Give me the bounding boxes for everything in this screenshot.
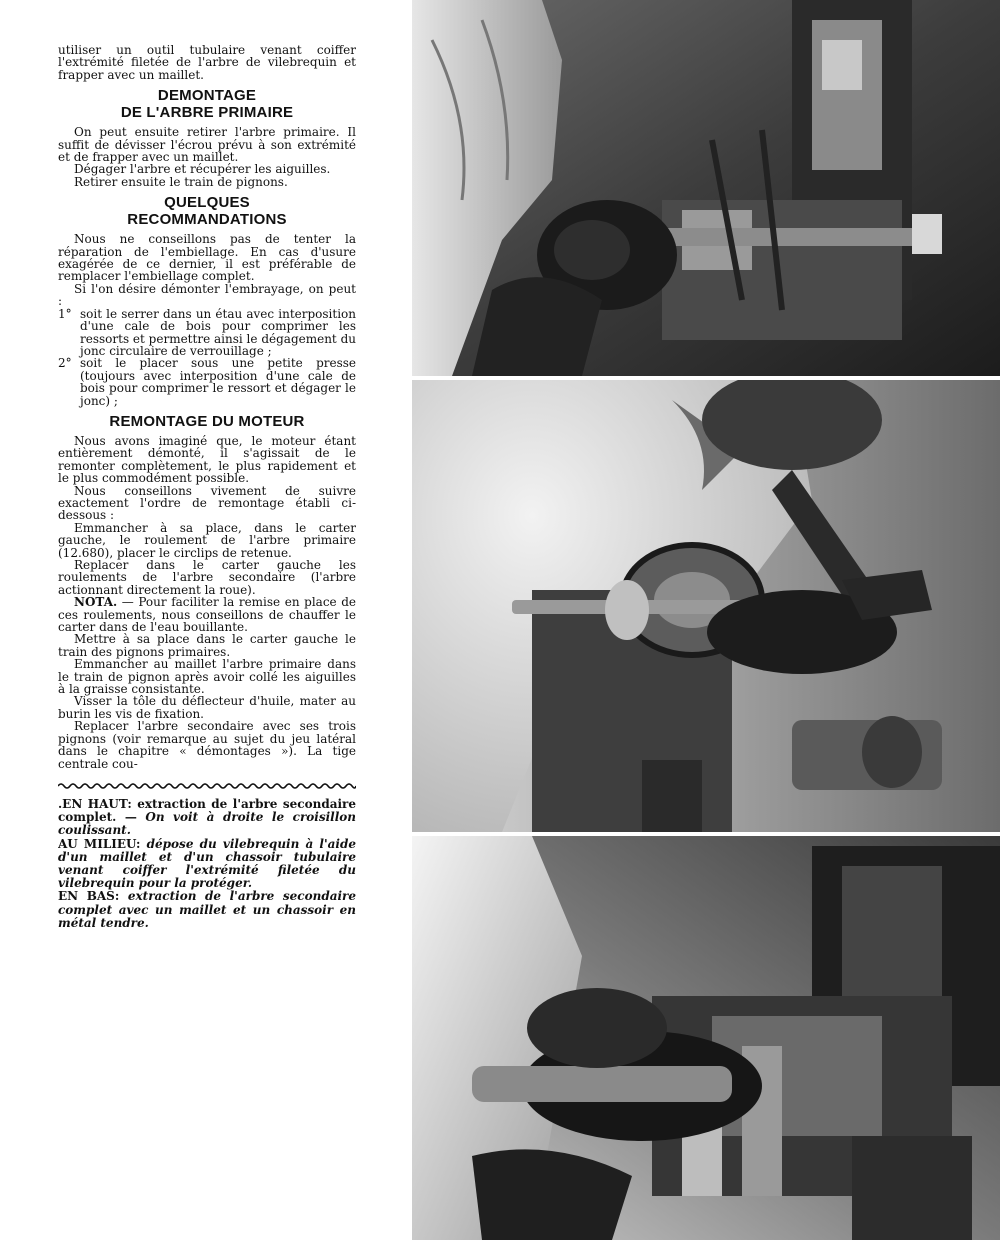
numbered-list — [58, 308, 356, 407]
paragraph: Retirer ensuite le train de pignons. — [74, 174, 288, 189]
section-title-line: QUELQUES — [164, 194, 250, 212]
paragraph: Nous avons imaginé que, le moteur étant entièrement démonté, il s'agissait de le remonter complètement, le plus rapidement et le plus commodément possible. — [58, 433, 356, 486]
caption-top — [58, 798, 356, 838]
caption-middle — [58, 838, 356, 891]
paragraph: Replacer dans le carter gauche les roulements de l'arbre secondaire (l'arbre actionnant directement la roue). — [58, 558, 356, 597]
caption-italic-text: extraction de l'arbre secondaire complet avec un maillet et un chassoir en métal tendre. — [58, 889, 356, 930]
caption-bold-text: extraction de l'arbre secondaire complet. — — [58, 796, 356, 825]
paragraph: Nous conseillons vivement de suivre exactement l'ordre de remontage établi ci-dessous : — [58, 483, 356, 523]
paragraph: Si l'on désire démonter l'embrayage, on peut : — [58, 281, 356, 309]
section-title-recommandations — [58, 194, 356, 228]
photo-column — [412, 0, 1000, 1240]
list-item — [58, 357, 356, 407]
wavy-divider — [58, 782, 356, 790]
section-title-demontage — [58, 87, 356, 121]
section-title-line: RECOMMANDATIONS — [127, 211, 287, 229]
nota-label: NOTA. — [74, 595, 118, 610]
paragraph: Replacer l'arbre secondaire avec ses trois pignons (voir remarque au sujet du jeu latéral dans le chapitre « démontages »). La tige centrale cou- — [58, 719, 356, 771]
caption-bottom — [58, 890, 356, 930]
caption-label: AU MILIEU: — [58, 836, 141, 851]
photo-bottom-secondary-shaft-mallet — [412, 836, 1000, 1240]
list-item-text: soit le serrer dans un étau avec interposition d'une cale de bois pour comprimer les ressorts et permettre ainsi le dégagement du jonc circulaire de verrouillage ; — [80, 306, 356, 358]
photo-middle-crankshaft-removal — [412, 380, 1000, 832]
paragraph: On peut ensuite retirer l'arbre primaire. Il suffit de dévisser l'écrou prévu à son extrémité et de frapper avec un maillet. — [58, 125, 356, 165]
caption-italic-text: dépose du vilebrequin à l'aide d'un maillet et d'un chassoir tubulaire venant coiffer l'extrémité filetée du vilebrequin pour la protéger. — [58, 836, 356, 891]
paragraph: Visser la tôle du déflecteur d'huile, mater au burin les vis de fixation. — [58, 694, 356, 721]
article-text-column — [58, 44, 356, 1214]
section-title-line: DEMONTAGE — [157, 87, 257, 105]
list-marker: 1° — [58, 306, 72, 321]
photo-middle-graphic — [412, 380, 1000, 832]
paragraph: Emmancher au maillet l'arbre primaire dans le train de pignon après avoir collé les aiguilles à la graisse consistante. — [58, 657, 356, 697]
caption-label: .EN HAUT: — [58, 796, 132, 811]
nota-paragraph — [58, 596, 356, 633]
paragraph: Mettre à sa place dans le carter gauche le train des pignons primaires. — [58, 632, 356, 659]
nota-text: — Pour faciliter la remise en place de ces roulements, nous conseillons de chauffer le carter dans de l'eau bouillante. — [58, 595, 356, 635]
paragraph: Nous ne conseillons pas de tenter la réparation de l'embiellage. En cas d'usure exagérée de ce dernier, il est préférable de remplacer l'embiellage complet. — [58, 232, 356, 284]
intro-paragraph: utiliser un outil tubulaire venant coiffer l'extrémité filetée de l'arbre de vilebrequin et frapper avec un maillet. — [58, 44, 356, 82]
photo-top-graphic — [412, 0, 1000, 376]
section-title-remontage: REMONTAGE DU MOTEUR — [109, 412, 305, 430]
list-marker: 2° — [58, 356, 72, 371]
caption-label: EN BAS: — [58, 889, 120, 904]
caption-bold-text — [119, 889, 128, 903]
photo-bottom-graphic — [412, 836, 1000, 1240]
photo-top-secondary-shaft-extraction — [412, 0, 1000, 376]
section-title-line: DE L'ARBRE PRIMAIRE — [120, 104, 294, 122]
paragraph: Dégager l'arbre et récupérer les aiguilles. — [74, 162, 331, 177]
list-item — [58, 308, 356, 358]
paragraph: Emmancher à sa place, dans le carter gauche, le roulement de l'arbre primaire (12.680), placer le circlips de retenue. — [58, 520, 356, 560]
caption-italic-text: On voit à droite le croisillon coulissant. — [58, 810, 356, 838]
list-item-text: soit le placer sous une petite presse (toujours avec interposition d'une cale de bois pour comprimer le ressort et dégager le jonc) ; — [80, 356, 356, 408]
